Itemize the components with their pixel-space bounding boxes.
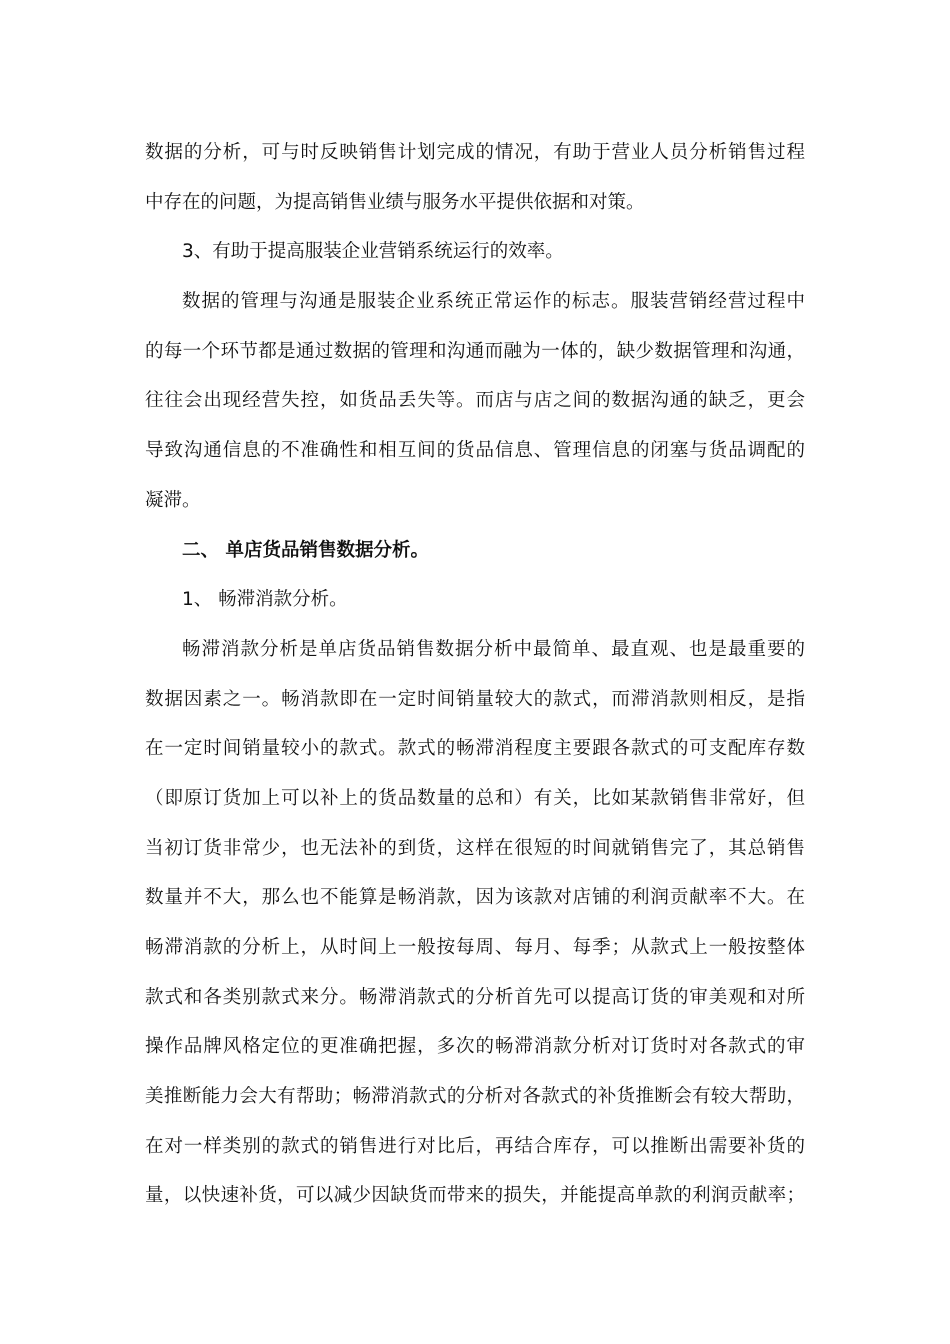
text-line: （即原订货加上可以补上的货品数量的总和）有关，比如某款销售非常好，但: [145, 787, 805, 809]
text-line: 操作品牌风格定位的更准确把握，多次的畅滞消款分析对订货时对各款式的审: [145, 1036, 805, 1058]
section-heading: 二、 单店货品销售数据分析。: [182, 539, 429, 561]
text-line: 美推断能力会大有帮助；畅滞消款式的分析对各款式的补货推断会有较大帮助，: [145, 1086, 805, 1108]
text-line: 中存在的问题，为提高销售业绩与服务水平提供依据和对策。: [145, 191, 645, 213]
text-line: 量，以快速补货，可以减少因缺货而带来的损失，并能提高单款的利润贡献率；: [145, 1185, 805, 1207]
text-line: 往往会出现经营失控，如货品丢失等。而店与店之间的数据沟通的缺乏，更会: [145, 390, 805, 412]
text-line: 导致沟通信息的不准确性和相互间的货品信息、管理信息的闭塞与货品调配的: [145, 440, 805, 462]
text-line: 数据因素之一。畅消款即在一定时间销量较大的款式，而滞消款则相反，是指: [145, 688, 805, 710]
text-line: 在对一样类别的款式的销售进行对比后，再结合库存，可以推断出需要补货的: [145, 1135, 805, 1157]
text-line: 在一定时间销量较小的款式。款式的畅滞消程度主要跟各款式的可支配库存数: [145, 738, 805, 760]
subsection-heading: 1、 畅滞消款分析。: [182, 589, 348, 611]
text-line: 畅滞消款分析是单店货品销售数据分析中最简单、最直观、也是最重要的: [182, 638, 805, 660]
text-line: 畅滞消款的分析上，从时间上一般按每周、每月、每季；从款式上一般按整体: [145, 937, 805, 958]
text-line: 数据的分析，可与时反映销售计划完成的情况，有助于营业人员分析销售过程: [145, 142, 805, 163]
text-line: 款式和各类别款式来分。畅滞消款式的分析首先可以提高订货的审美观和对所: [145, 986, 805, 1008]
text-line: 当初订货非常少，也无法补的到货，这样在很短的时间就销售完了，其总销售: [145, 837, 805, 859]
body-text: [145, 128, 805, 1221]
numbered-item: 3、有助于提高服装企业营销系统运行的效率。: [182, 241, 564, 263]
text-line: 的每一个环节都是通过数据的管理和沟通而融为一体的，缺少数据管理和沟通，: [145, 340, 805, 362]
text-line: 数量并不大，那么也不能算是畅消款，因为该款对店铺的利润贡献率不大。在: [145, 887, 805, 909]
text-line: 凝滞。: [145, 489, 201, 511]
text-line: 数据的管理与沟通是服装企业系统正常运作的标志。服装营销经营过程中: [182, 291, 805, 313]
